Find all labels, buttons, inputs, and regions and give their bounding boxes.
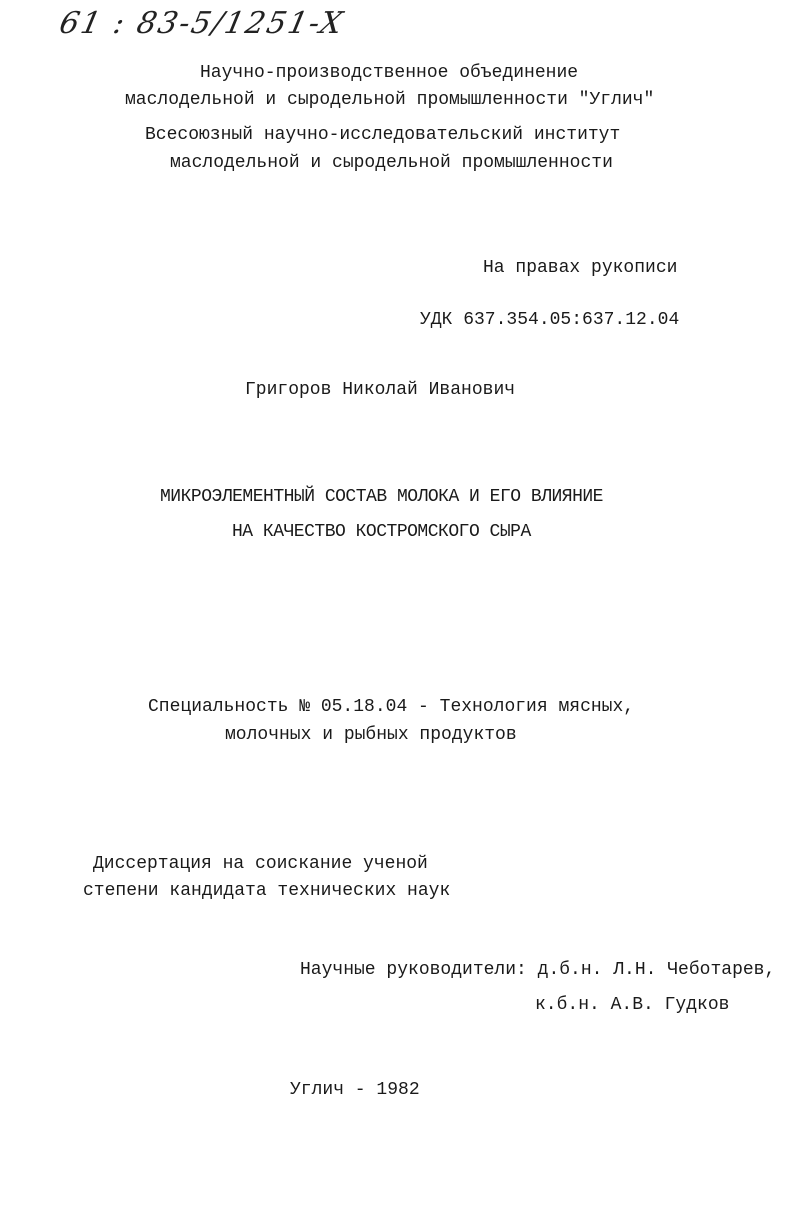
handwritten-catalog-number: 61 : 83-5/1251-X <box>56 6 348 41</box>
organization-line-2: маслодельной и сыродельной промышленности "Углич" <box>125 90 655 110</box>
dissertation-title-line-2: НА КАЧЕСТВО КОСТРОМСКОГО СЫРА <box>232 522 531 542</box>
author-name: Григоров Николай Иванович <box>245 380 516 400</box>
institute-line-1: Всесоюзный научно-исследовательский институт <box>145 125 621 145</box>
advisors-line-1: Научные руководители: д.б.н. Л.Н. Чеботарев, <box>300 960 776 980</box>
degree-line-2: степени кандидата технических наук <box>83 881 451 901</box>
dissertation-title-line-1: МИКРОЭЛЕМЕНТНЫЙ СОСТАВ МОЛОКА И ЕГО ВЛИЯНИЕ <box>160 487 603 507</box>
udk-code: УДК 637.354.05:637.12.04 <box>420 310 680 330</box>
organization-line-1: Научно-производственное объединение <box>200 63 579 83</box>
place-and-year: Углич - 1982 <box>290 1080 420 1100</box>
institute-line-2: маслодельной и сыродельной промышленности <box>170 153 613 173</box>
advisors-line-2: к.б.н. А.В. Гудков <box>535 995 730 1015</box>
specialty-line-2: молочных и рыбных продуктов <box>225 725 517 745</box>
specialty-line-1: Специальность № 05.18.04 - Технология мясных, <box>148 697 635 717</box>
manuscript-rights-note: На правах рукописи <box>483 258 678 278</box>
degree-line-1: Диссертация на соискание ученой <box>93 854 428 874</box>
